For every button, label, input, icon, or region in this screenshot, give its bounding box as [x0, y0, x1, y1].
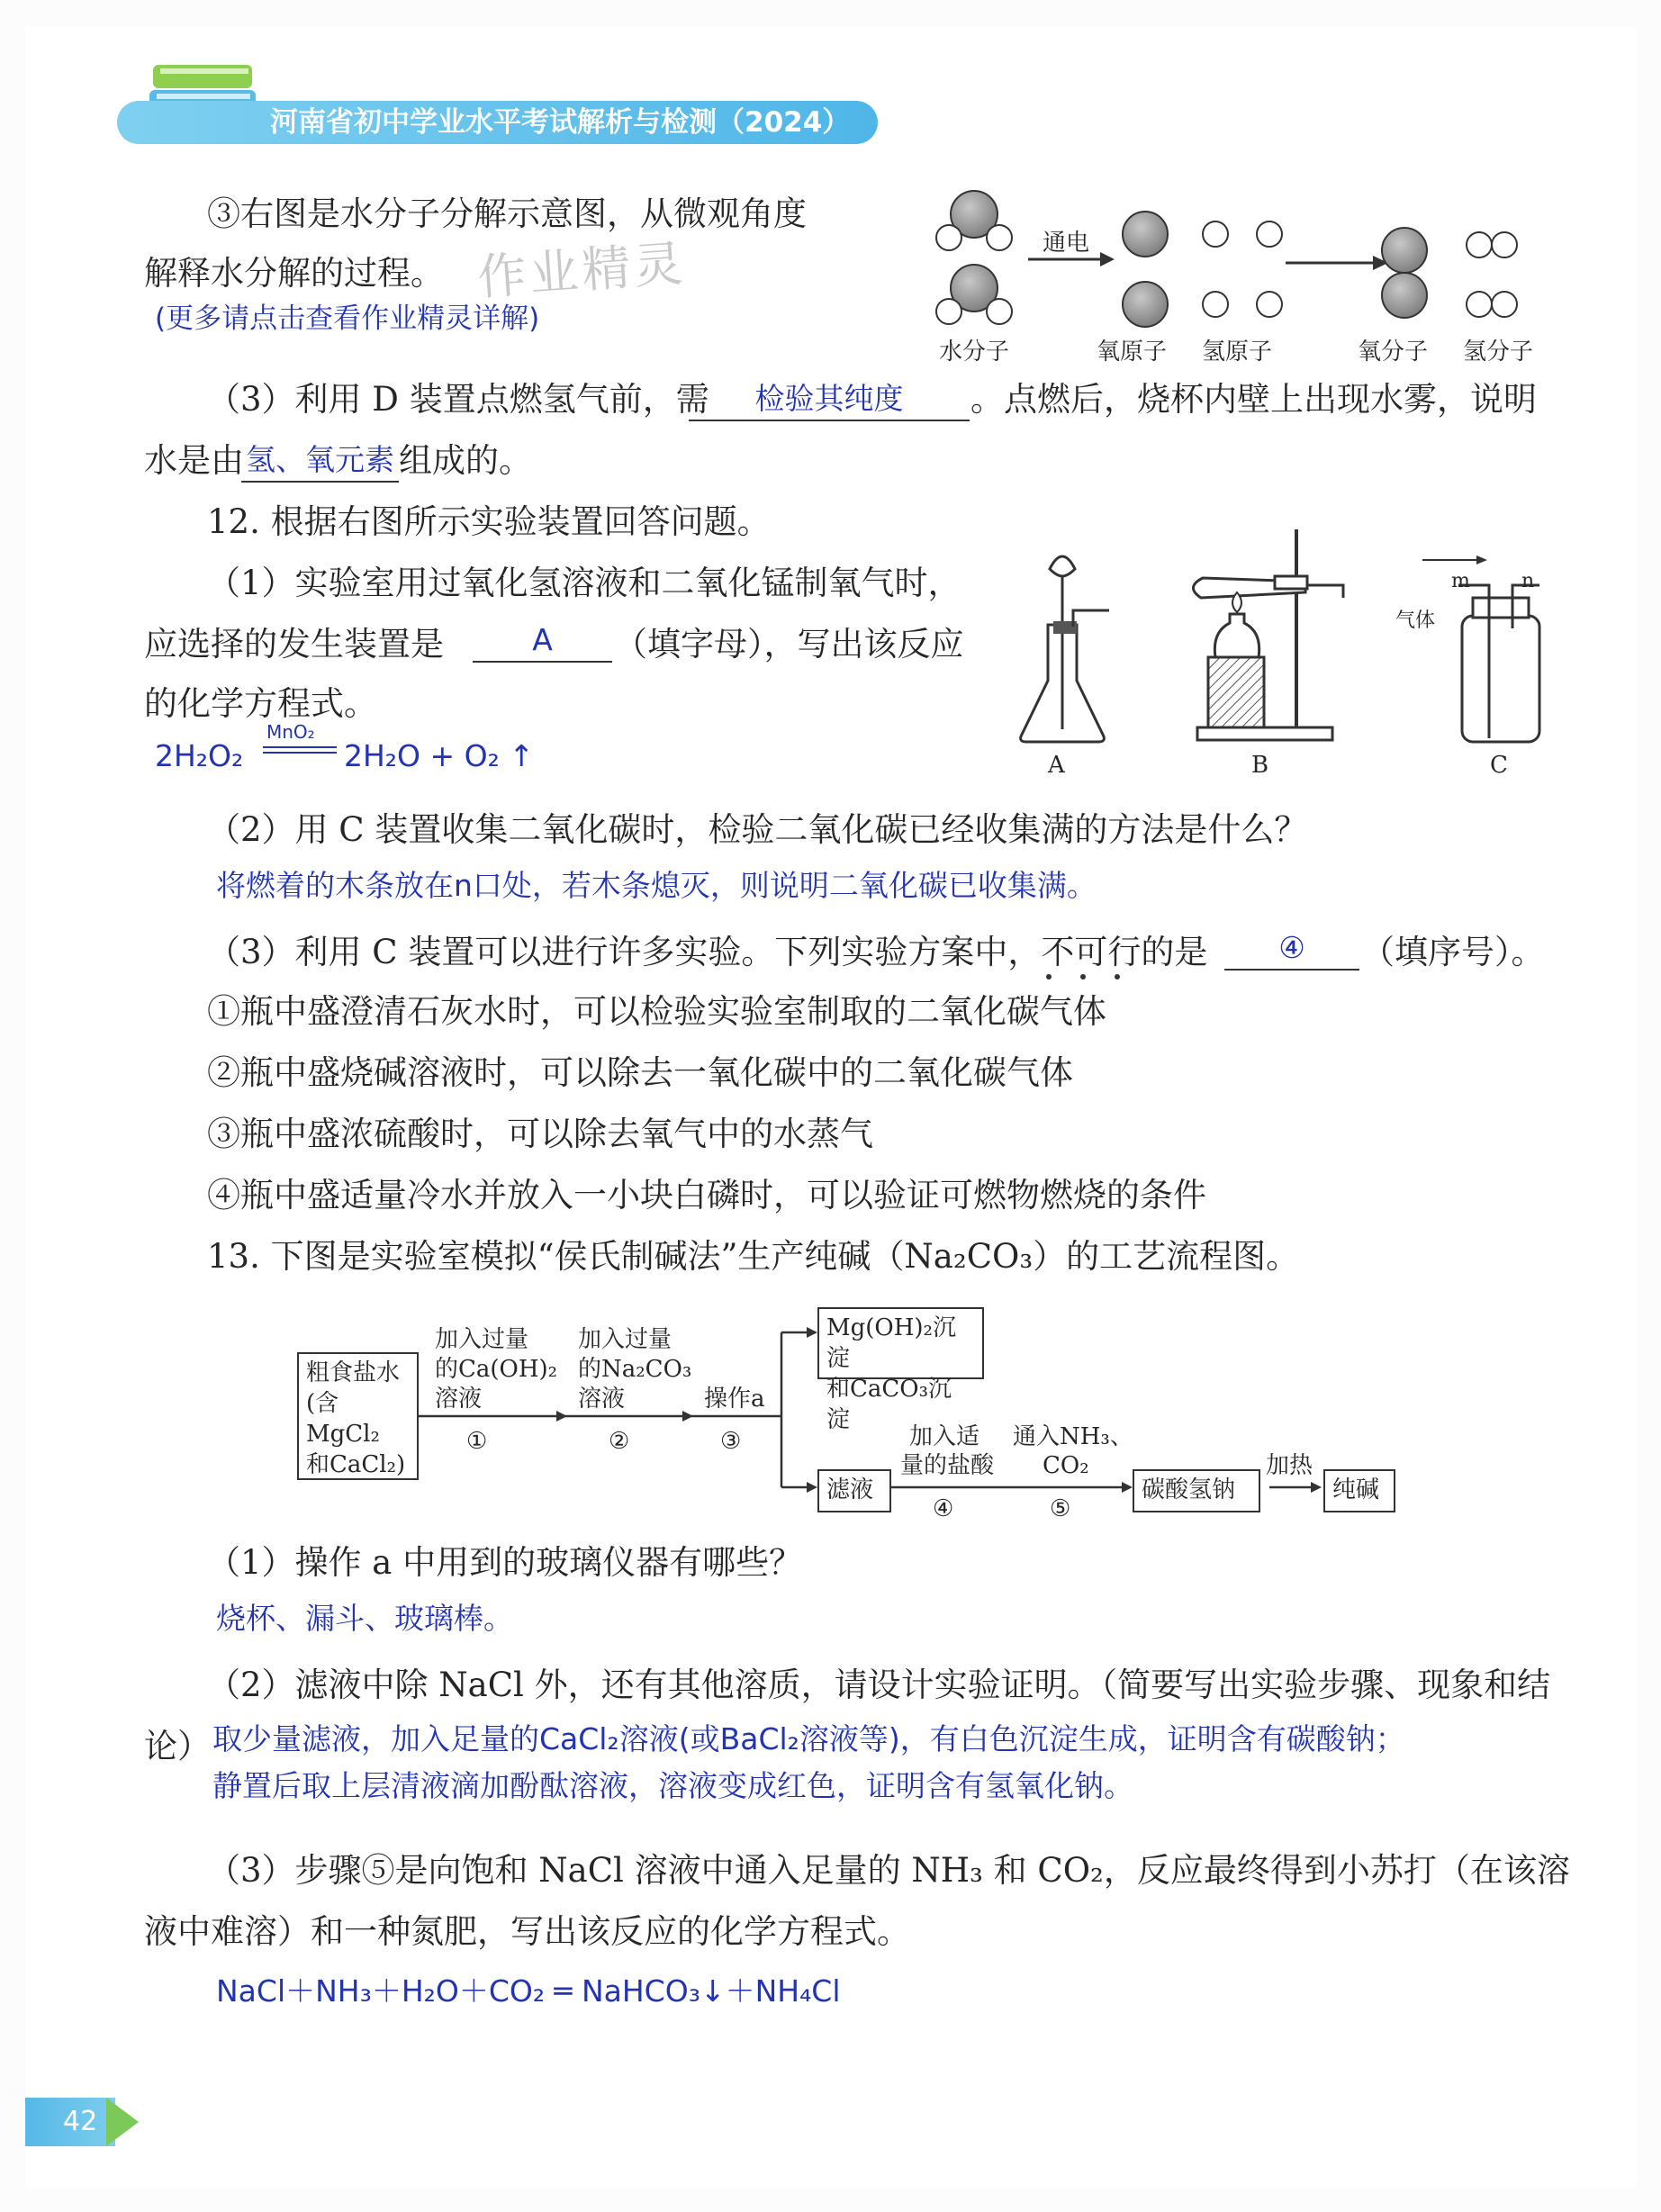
- flow-final-text: 纯碱: [1332, 1476, 1380, 1503]
- flow-step2-line3: 溶液: [578, 1386, 626, 1413]
- label-hydrogen-molecule: 氢分子: [1463, 339, 1534, 366]
- watermark: 作业精灵: [475, 234, 689, 307]
- label-water-molecule: 水分子: [939, 339, 1010, 366]
- q13-p1-answer: 烧杯、漏斗、玻璃棒。: [216, 1601, 513, 1636]
- apparatus-diagram: [1008, 522, 1566, 756]
- flow-step2-line1: 加入过量: [578, 1326, 673, 1353]
- q12-option-2: ②瓶中盛烧碱溶液时，可以除去一氧化碳中的二氧化碳气体: [207, 1053, 1073, 1092]
- page-number: 42: [25, 2098, 115, 2146]
- q13-stem: 13. 下图是实验室模拟“侯氏制碱法”生产纯碱（Na₂CO₃）的工艺流程图。: [207, 1237, 1300, 1276]
- emphasis-dot: [1115, 974, 1120, 980]
- q11-part3-text-b: 。点燃后，烧杯内壁上出现水雾，说明: [970, 380, 1537, 419]
- q11-part3-text-d: 组成的。: [399, 441, 532, 480]
- flow-step4-line1: 加入适: [909, 1423, 980, 1450]
- q13-p1-question: （1）操作 a 中用到的玻璃仪器有哪些？: [207, 1543, 803, 1582]
- q11-answer-3c-blank: [241, 439, 399, 483]
- flow-nahco3-box: [1133, 1469, 1260, 1512]
- emphasis-dot: [1080, 974, 1086, 980]
- label-oxygen-atom: 氧原子: [1097, 339, 1168, 366]
- header-title: 河南省初中学业水平考试解析与检测（2024）: [270, 106, 851, 139]
- q11-answer-3c: 氢、氧元素: [246, 442, 394, 477]
- flow-circle-5: ⑤: [1050, 1495, 1071, 1522]
- apparatus-label-gas: 气体: [1395, 609, 1436, 632]
- q11-intro-line1: ③右图是水分子分解示意图，从微观角度: [207, 194, 807, 233]
- q12-p3-question-a: （3）利用 C 装置可以进行许多实验。下列实验方案中，不可行的是: [207, 933, 1208, 971]
- q12-p1-line2a: 应选择的发生装置是: [144, 625, 444, 664]
- q11-part3-text-a: （3）利用 D 装置点燃氢气前，需: [207, 380, 709, 419]
- flow-step2-line2: 的Na₂CO₃: [578, 1356, 692, 1383]
- emphasis-dot: [1046, 974, 1052, 980]
- q12-p3-answer: ④: [1278, 930, 1305, 965]
- equation-catalyst: MnO₂: [266, 721, 315, 743]
- flow-circle-2: ②: [609, 1428, 630, 1455]
- q11-intro-line2: 解释水分解的过程。: [144, 254, 444, 293]
- q13-p2-answer-line2: 静置后取上层清液滴加酚酞溶液，溶液变成红色，证明含有氢氧化钠。: [212, 1768, 1133, 1803]
- flow-step1-line2: 的Ca(OH)₂: [435, 1356, 558, 1383]
- flow-precipitate-line2: 和CaCO₃沉淀: [826, 1376, 952, 1433]
- diagram-condition: 通电: [1043, 230, 1090, 257]
- flow-heat: 加热: [1266, 1452, 1313, 1479]
- flow-step5-line2: CO₂: [1043, 1452, 1089, 1479]
- q12-p1-line2b: （填字母），写出该反应: [614, 625, 964, 664]
- flow-start-line1: 粗食盐水: [306, 1359, 401, 1386]
- page-number-tab-icon: [106, 2098, 139, 2146]
- q12-p3-answer-blank: [1224, 927, 1359, 971]
- q12-option-1: ①瓶中盛澄清石灰水时，可以检验实验室制取的二氧化碳气体: [207, 992, 1106, 1031]
- flow-final-box: [1323, 1469, 1395, 1512]
- label-oxygen-molecule: 氧分子: [1358, 339, 1429, 366]
- flow-circle-4: ④: [933, 1495, 954, 1522]
- flow-step1-line3: 溶液: [435, 1386, 483, 1413]
- apparatus-label-b: B: [1251, 752, 1269, 779]
- apparatus-label-m: m: [1451, 570, 1470, 592]
- q13-p2-question-end: 论）: [144, 1727, 211, 1765]
- q12-p2-answer: 将燃着的木条放在n口处，若木条熄灭，则说明二氧化碳已收集满。: [216, 868, 1097, 903]
- q12-stem: 12. 根据右图所示实验装置回答问题。: [207, 502, 771, 541]
- flow-filtrate-text: 滤液: [826, 1476, 874, 1503]
- flow-nahco3-text: 碳酸氢钠: [1142, 1476, 1236, 1503]
- flow-step4-line2: 量的盐酸: [900, 1452, 995, 1479]
- q13-p3-question-line1: （3）步骤⑤是向饱和 NaCl 溶液中通入足量的 NH₃ 和 CO₂，反应最终得到小苏打（在该溶: [207, 1851, 1570, 1890]
- q12-option-3: ③瓶中盛浓硫酸时，可以除去氧气中的水蒸气: [207, 1115, 873, 1153]
- flow-filtrate-box: [817, 1469, 891, 1512]
- equation-double-line: [263, 745, 337, 756]
- flow-step3: 操作a: [704, 1386, 765, 1413]
- flow-step1-line1: 加入过量: [435, 1326, 529, 1353]
- q12-p1-answer-blank: [473, 619, 612, 663]
- equation-right: 2H₂O + O₂ ↑: [344, 738, 534, 773]
- apparatus-label-n: n: [1521, 570, 1535, 592]
- q12-p3-question-b: （填序号）。: [1361, 933, 1545, 971]
- flow-circle-1: ①: [466, 1428, 488, 1455]
- flow-precipitate-line1: Mg(OH)₂沉淀: [826, 1314, 956, 1372]
- q13-p2-answer-line1: 取少量滤液，加入足量的CaCl₂溶液(或BaCl₂溶液等)，有白色沉淀生成，证明含有碳酸钠；: [212, 1721, 1405, 1756]
- flow-start-line3: 和CaCl₂): [306, 1451, 406, 1478]
- apparatus-label-a: A: [1048, 752, 1065, 779]
- flow-start-line2: (含MgCl₂: [306, 1390, 380, 1448]
- q12-p1-answer: A: [532, 622, 553, 657]
- label-hydrogen-atom: 氢原子: [1202, 339, 1273, 366]
- q13-p3-question-line2: 液中难溶）和一种氮肥，写出该反应的化学方程式。: [144, 1912, 910, 1951]
- q13-p2-question: （2）滤液中除 NaCl 外，还有其他溶质，请设计实验证明。（简要写出实验步骤、现象和结: [207, 1666, 1551, 1704]
- apparatus-label-c: C: [1490, 752, 1508, 779]
- q11-part3-text-c: 水是由: [144, 441, 244, 480]
- flow-precipitate-box: [817, 1307, 984, 1433]
- q11-answer-3a: 检验其纯度: [754, 381, 904, 416]
- equation-left: 2H₂O₂: [155, 738, 244, 773]
- flow-start-box: [297, 1352, 419, 1480]
- flow-step5-line1: 通入NH₃、: [1013, 1423, 1133, 1450]
- q12-p1-line3: 的化学方程式。: [144, 684, 377, 723]
- q12-p1-line1: （1）实验室用过氧化氢溶液和二氧化锰制氧气时，: [207, 564, 961, 602]
- q13-p3-answer: NaCl＋NH₃＋H₂O＋CO₂ ═ NaHCO₃↓＋NH₄Cl: [216, 1973, 841, 2009]
- flow-circle-3: ③: [720, 1428, 742, 1455]
- q12-p2-question: （2）用 C 装置收集二氧化碳时，检验二氧化碳已经收集满的方法是什么？: [207, 810, 1308, 849]
- q11-answer-3a-blank: [689, 378, 970, 421]
- q12-option-4: ④瓶中盛适量冷水并放入一小块白磷时，可以验证可燃物燃烧的条件: [207, 1176, 1206, 1214]
- more-details-link[interactable]: (更多请点击查看作业精灵详解): [155, 302, 540, 335]
